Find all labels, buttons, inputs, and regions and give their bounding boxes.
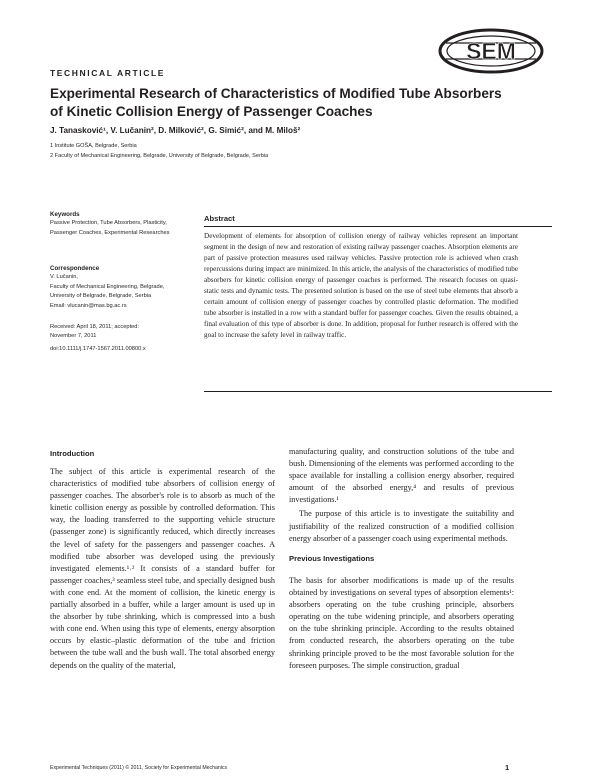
affiliation-1: 1 Institute GOŠA, Belgrade, Serbia: [50, 143, 137, 149]
journal-footer: Experimental Techniques (2011) © 2011, Society for Experimental Mechanics: [50, 765, 228, 771]
correspondence-heading: Correspondence: [50, 265, 100, 272]
correspondence-line: University of Belgrade, Belgrade, Serbia: [50, 293, 152, 300]
paragraph: The purpose of this article is to investigate the suitability and justifiability of the realized construction of a modified collision energy absorber of a passenger coach using experimental methods.: [289, 509, 514, 543]
introduction-body: [50, 466, 275, 672]
previous-investigations-heading: Previous Investigations: [289, 554, 375, 563]
keywords-heading: Keywords: [50, 211, 80, 218]
correspondence-line: V. Lučanin,: [50, 274, 78, 281]
received-line: November 7, 2011: [50, 333, 97, 340]
keywords-text: Passive Protection, Tube Absorbers, Plasticity, Passenger Coaches, Experimental Researches: [50, 220, 170, 236]
correspondence-line: Faculty of Mechanical Engineering, Belgrade,: [50, 283, 165, 290]
abstract-top-rule: [204, 226, 552, 227]
abstract-bottom-rule: [204, 391, 552, 392]
right-column-top: [289, 446, 514, 545]
correspondence-email[interactable]: Email: vlucanin@mas.bg.ac.rs: [50, 302, 127, 309]
logo-text: SEM: [466, 38, 516, 64]
introduction-heading: Introduction: [50, 449, 95, 458]
received-block: [50, 323, 190, 354]
article-title: Experimental Research of Characteristics of Modified Tube Absorbers of Kinetic Collision Energy of Passenger Coaches: [50, 86, 502, 119]
author-list: J. Tanasković¹, V. Lučanin², D. Milković², G. Simić², and M. Miloš²: [50, 126, 301, 135]
paragraph: The basis for absorber modifications is made up of the results obtained by investigations on several types of absorption elements¹: absorbers operating on the tube crushing principle, absorbers operating on the tube widening principle, and absorbers operating on the tube shrinking principle. According to the results obtained from conducted research, the absorbers operating on the tube shrinking principle proved to be the most favorable solution for the foreseen purposes. The simple construction, gradual: [289, 576, 514, 670]
affiliation-2: 2 Faculty of Mechanical Engineering, Belgrade, University of Belgrade, Belgrade, Serbia: [50, 153, 269, 159]
abstract-text: Development of elements for absorption of collision energy of railway vehicles represent an important segment in the design of new and restoration of existing railway passenger coaches. Absorption elements are part of passive protection measures used railway vehicles. Passive protection role is achieved when crash repercussions during impact are minimized. In this article, the analysis of the characteristics of modified tube absorbers for kinetic collision energy of passenger coaches is performed. The research focuses on quasi-static tests and dynamic tests. The presented solution is based on the use of steel tube elements that absorb a certain amount of collision energy of passenger coaches by controlled plastic deformation. The modified tube absorber is installed in a row with a standard buffer for passenger coaches. Given the results obtained, a final evaluation of this type of absorber is done. In addition, proposal for further research is offered with the goal to increase the safety level in railway traffic.: [204, 232, 518, 340]
paragraph: manufacturing quality, and construction solutions of the tube and bush. Dimensioning of the elements was performed according to the space available for installing a collision energy absorber, required amount of the absorbed energy,⁴ and results of previous investigations.¹: [289, 447, 514, 505]
doi-link[interactable]: doi:10.1111/j.1747-1567.2011.00800.x: [50, 345, 146, 352]
received-line: Received: April 18, 2011; accepted:: [50, 324, 140, 330]
keywords-block: [50, 210, 190, 238]
right-column-bottom: [289, 575, 514, 672]
introduction-paragraph: The subject of this article is experimental research of the characteristics of modified tube absorbers of collision energy of passenger coaches. The absorber's role is to absorb as much of the kinetic collision energy as possible by controlled deformation. This way, the loading transferred to the supporting vehicle structure (passenger zone) is significantly reduced, which directly increases the level of safety for the passengers and passenger coaches. A modified tube absorber was developed using the previously investigated elements.¹˒² It consists of a standard buffer for passenger coaches,³ seamless steel tube, and specially designed bush with cone end. At the moment of collision, the kinetic energy is partially absorbed in a buffer, while a larger amount is used up in the absorber by tube shrinking, which is compressed into a bush with cone end. When using this type of elements, energy absorption occurs by elastic–plastic deformation of the tube and friction between the tube wall and the bush wall. The total absorbed energy depends on the quality of the material,: [50, 467, 275, 670]
page-number: 1: [505, 763, 510, 772]
abstract-heading: Abstract: [204, 214, 235, 223]
sem-logo: [438, 28, 544, 74]
correspondence-block: [50, 264, 190, 311]
section-label: TECHNICAL ARTICLE: [50, 68, 166, 78]
